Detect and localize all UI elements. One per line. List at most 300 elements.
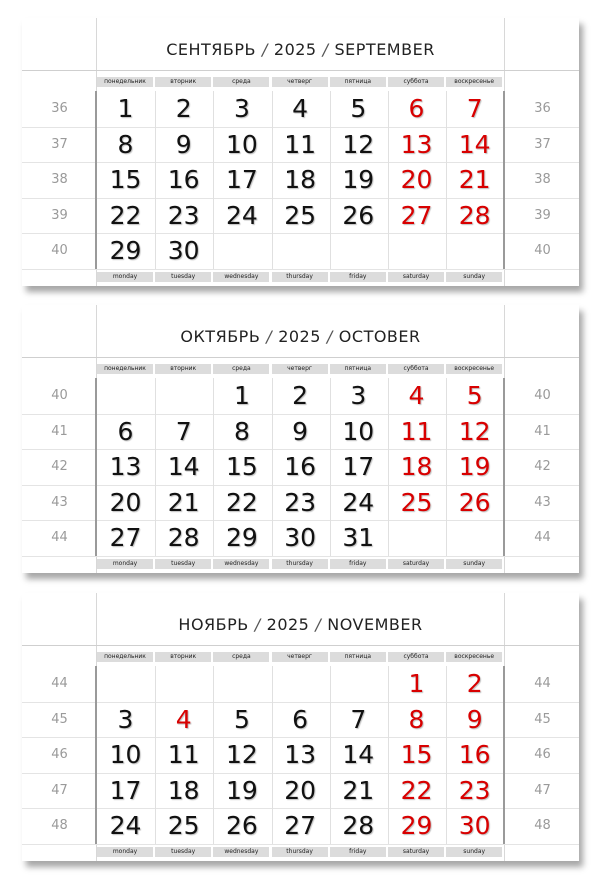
week-number-left: 36 [51,101,68,116]
weekday-label-ru: воскресенье [446,77,502,87]
weekday-label-en: tuesday [155,847,211,857]
month-name-ru: НОЯБРЬ [178,615,249,634]
day-cell: 17 [225,165,258,194]
weekday-label-ru: пятница [330,652,386,662]
cell-divider [446,378,447,414]
day-cell: 3 [233,94,250,123]
cell-divider [446,127,447,163]
week-number-right: 46 [534,747,551,762]
day-cell: 6 [408,94,425,123]
cell-divider [330,127,331,163]
day-cell: 2 [466,669,483,698]
day-cell: 16 [167,165,200,194]
day-cell: 28 [167,523,200,552]
day-cell: 7 [466,94,483,123]
day-cell: 2 [292,381,309,410]
title-divider [22,357,579,358]
cell-divider [272,702,273,738]
day-cell: 23 [458,775,491,805]
day-cell: 19 [458,452,491,481]
cell-divider [330,520,331,556]
week-number-left: 40 [51,243,68,258]
day-cell: 7 [175,416,192,446]
cell-divider [155,449,156,485]
week-number-left: 47 [51,782,68,798]
weekday-label-en: monday [97,272,153,282]
day-cell: 23 [167,200,200,230]
cell-divider [155,198,156,234]
cell-divider [388,773,389,809]
day-cell: 20 [109,487,142,517]
row-divider [22,162,579,163]
day-cell: 6 [117,416,134,446]
week-number-left: 40 [51,388,68,403]
day-cell: 12 [342,129,375,159]
cell-divider [213,378,214,414]
week-number-right: 43 [534,494,551,510]
cell-divider [213,773,214,809]
cell-divider [272,162,273,198]
day-cell: 3 [117,704,134,734]
row-divider [22,449,579,450]
cell-divider [213,127,214,163]
cell-divider [155,702,156,738]
row-divider [22,485,579,486]
cell-divider [446,449,447,485]
cell-divider [388,91,389,127]
cell-divider [272,808,273,844]
week-number-right: 39 [534,207,551,223]
cell-divider [330,162,331,198]
day-cell: 13 [400,129,433,159]
day-cell: 24 [342,487,375,517]
weekday-label-en: sunday [446,847,502,857]
cell-divider [213,162,214,198]
week-number-right: 44 [534,676,551,691]
month-name-en: OCTOBER [338,327,421,346]
weekday-label-ru: четверг [272,364,328,374]
grid-bottom [22,844,579,845]
day-cell: 15 [109,165,142,194]
cell-divider [213,702,214,738]
cell-divider [272,737,273,773]
week-number-right: 37 [534,136,551,152]
weekday-label-en: wednesday [213,272,269,282]
cell-divider [388,378,389,414]
weekday-footer-en [97,272,504,282]
week-number-left: 37 [51,136,68,152]
row-divider [22,127,579,128]
day-cell: 22 [225,487,258,517]
title-separator: / [326,327,333,346]
cell-divider [446,91,447,127]
day-cell: 10 [109,740,142,769]
cell-divider [272,520,273,556]
week-number-right: 47 [534,782,551,798]
day-cell: 22 [109,200,142,230]
cell-divider [388,737,389,773]
month-title [97,605,504,645]
row-divider [22,702,579,703]
cell-divider [213,233,214,269]
cell-divider [330,485,331,521]
cell-divider [155,773,156,809]
cell-divider [388,702,389,738]
weekday-label-en: sunday [446,272,502,282]
weekday-label-ru: воскресенье [446,652,502,662]
day-cell: 20 [284,775,316,805]
row-divider [22,773,579,774]
day-cell: 25 [400,487,433,517]
cell-divider [272,378,273,414]
cell-divider [446,666,447,702]
day-cell: 13 [109,452,142,481]
day-cell: 14 [458,129,491,159]
cell-divider [330,414,331,450]
cell-divider [272,233,273,269]
month-name-en: NOVEMBER [327,615,423,634]
grid-bottom [22,556,579,557]
cell-divider [155,91,156,127]
day-cell: 29 [225,523,258,552]
month-title [97,30,504,70]
cell-divider [388,449,389,485]
day-cell: 18 [167,775,200,805]
row-divider [22,808,579,809]
day-cell: 8 [408,704,425,734]
cell-divider [330,808,331,844]
cell-divider [155,127,156,163]
row-divider [22,198,579,199]
day-cell: 3 [350,381,367,410]
cell-divider [446,485,447,521]
weekday-label-ru: понедельник [97,652,153,662]
day-cell: 22 [400,775,433,805]
weekday-label-en: saturday [388,272,444,282]
week-number-left: 39 [51,207,68,223]
week-number-left: 38 [51,172,68,187]
day-cell: 1 [117,94,134,123]
day-cell: 9 [175,129,192,159]
day-cell: 11 [400,416,433,446]
day-cell: 14 [167,452,200,481]
cell-divider [330,378,331,414]
cell-divider [330,737,331,773]
day-cell: 21 [342,775,375,805]
cell-divider [272,91,273,127]
row-divider [22,233,579,234]
weekday-label-en: monday [97,559,153,569]
cell-divider [213,737,214,773]
cell-divider [388,198,389,234]
week-number-left: 44 [51,676,68,691]
weekday-label-en: tuesday [155,272,211,282]
weekday-label-ru: среда [213,77,269,87]
cell-divider [388,127,389,163]
week-number-left: 48 [51,818,68,833]
day-cell: 29 [109,236,142,265]
month-name-ru: СЕНТЯБРЬ [166,40,256,59]
day-cell: 26 [458,487,491,517]
day-cell: 30 [167,236,200,265]
cell-divider [272,666,273,702]
weekday-label-ru: понедельник [97,364,153,374]
cell-divider [272,449,273,485]
title-separator: / [322,40,329,59]
day-cell: 21 [167,487,200,517]
weekday-label-ru: пятница [330,364,386,374]
weekday-label-en: thursday [272,847,328,857]
cell-divider [155,737,156,773]
week-number-right: 48 [534,818,551,833]
day-cell: 15 [400,740,433,769]
week-number-right: 41 [534,423,551,439]
day-cell: 27 [109,523,142,552]
day-cell: 4 [408,381,425,410]
day-cell: 19 [342,165,375,194]
cell-divider [213,808,214,844]
day-cell: 5 [466,381,483,410]
cell-divider [446,520,447,556]
day-cell: 27 [284,811,316,840]
weekday-header-ru [97,364,504,374]
cell-divider [272,485,273,521]
month-title [97,317,504,357]
day-cell: 18 [400,452,433,481]
month-name-en: SEPTEMBER [334,40,435,59]
grid-edge-left [95,378,97,556]
cell-divider [213,666,214,702]
week-number-right: 45 [534,711,551,727]
grid-edge-right [503,91,505,269]
weekday-label-en: sunday [446,559,502,569]
weekday-footer-en [97,847,504,857]
cell-divider [446,198,447,234]
day-cell: 5 [233,704,250,734]
cell-divider [446,737,447,773]
cell-divider [330,91,331,127]
cell-divider [446,808,447,844]
day-cell: 13 [284,740,316,769]
week-number-right: 40 [534,388,551,403]
weekday-label-ru: воскресенье [446,364,502,374]
week-number-right: 40 [534,243,551,258]
day-cell: 25 [167,811,200,840]
grid-bottom [22,269,579,270]
cell-divider [272,127,273,163]
day-cell: 23 [284,487,316,517]
grid-edge-left [95,666,97,844]
title-divider [22,645,579,646]
day-cell: 20 [400,165,433,194]
weekday-header-ru [97,77,504,87]
cell-divider [155,378,156,414]
row-divider [22,520,579,521]
weekday-label-en: saturday [388,847,444,857]
cell-divider [213,414,214,450]
weekday-label-en: friday [330,559,386,569]
weekday-label-ru: вторник [155,364,211,374]
cell-divider [330,233,331,269]
month-block [22,593,579,861]
cell-divider [388,520,389,556]
day-cell: 10 [342,416,375,446]
day-cell: 1 [408,669,425,698]
week-number-left: 44 [51,530,68,545]
cell-divider [446,162,447,198]
cell-divider [388,808,389,844]
weekday-label-en: monday [97,847,153,857]
week-number-right: 44 [534,530,551,545]
cell-divider [272,414,273,450]
day-cell: 10 [225,129,258,159]
weekday-label-ru: среда [213,652,269,662]
day-cell: 12 [458,416,491,446]
weekday-label-en: wednesday [213,559,269,569]
cell-divider [388,414,389,450]
cell-divider [388,485,389,521]
day-cell: 16 [284,452,316,481]
week-number-left: 46 [51,747,68,762]
week-number-left: 41 [51,423,68,439]
day-cell: 14 [342,740,375,769]
cell-divider [155,414,156,450]
grid-edge-right [503,378,505,556]
weekday-label-ru: суббота [388,652,444,662]
weekday-label-ru: понедельник [97,77,153,87]
weekday-label-en: thursday [272,272,328,282]
cell-divider [446,702,447,738]
day-cell: 4 [175,704,192,734]
weekday-label-ru: вторник [155,77,211,87]
day-cell: 25 [284,200,316,230]
day-cell: 5 [350,94,367,123]
day-cell: 1 [233,381,250,410]
cell-divider [388,666,389,702]
day-cell: 24 [109,811,142,840]
week-number-right: 42 [534,459,551,474]
week-number-right: 36 [534,101,551,116]
week-number-left: 43 [51,494,68,510]
cell-divider [155,520,156,556]
weekday-label-en: wednesday [213,847,269,857]
day-cell: 21 [458,165,491,194]
week-number-left: 42 [51,459,68,474]
year: 2025 [273,40,317,59]
month-block [22,305,579,573]
cell-divider [446,773,447,809]
weekday-header-ru [97,652,504,662]
weekday-label-en: thursday [272,559,328,569]
title-separator: / [254,615,261,634]
cell-divider [155,162,156,198]
day-cell: 17 [342,452,375,481]
title-separator: / [262,40,268,59]
day-cell: 6 [292,704,309,734]
title-divider [22,70,579,71]
day-cell: 11 [284,129,316,159]
day-cell: 24 [225,200,258,230]
day-cell: 26 [225,811,258,840]
day-cell: 11 [167,740,200,769]
day-cell: 28 [342,811,375,840]
day-cell: 26 [342,200,375,230]
year: 2025 [278,327,321,346]
cell-divider [388,162,389,198]
cell-divider [213,91,214,127]
grid-edge-right [503,666,505,844]
weekday-label-ru: вторник [155,652,211,662]
day-cell: 12 [225,740,258,769]
cell-divider [213,520,214,556]
day-cell: 18 [284,165,316,194]
cell-divider [330,773,331,809]
day-cell: 16 [458,740,491,769]
row-divider [22,737,579,738]
week-number-left: 45 [51,711,68,727]
weekday-label-ru: среда [213,364,269,374]
day-cell: 15 [225,452,258,481]
day-cell: 30 [284,523,316,552]
day-cell: 28 [458,200,491,230]
weekday-label-en: saturday [388,559,444,569]
day-cell: 31 [342,523,375,552]
cell-divider [213,449,214,485]
cell-divider [155,808,156,844]
weekday-label-en: friday [330,272,386,282]
cell-divider [330,666,331,702]
day-cell: 9 [466,704,483,734]
cell-divider [388,233,389,269]
cell-divider [272,773,273,809]
cell-divider [155,485,156,521]
day-cell: 29 [400,811,433,840]
cell-divider [155,233,156,269]
weekday-label-en: friday [330,847,386,857]
month-block [22,18,579,286]
day-cell: 8 [117,129,134,159]
grid-edge-left [95,91,97,269]
cell-divider [330,198,331,234]
title-separator: / [266,327,273,346]
weekday-label-ru: четверг [272,652,328,662]
row-divider [22,414,579,415]
month-name-ru: ОКТЯБРЬ [180,327,261,346]
day-cell: 7 [350,704,367,734]
cell-divider [213,485,214,521]
cell-divider [272,198,273,234]
day-cell: 19 [225,775,258,805]
day-cell: 2 [175,94,192,123]
cell-divider [330,449,331,485]
day-cell: 9 [292,416,309,446]
cell-divider [155,666,156,702]
cell-divider [446,233,447,269]
weekday-footer-en [97,559,504,569]
day-cell: 4 [292,94,309,123]
weekday-label-en: tuesday [155,559,211,569]
week-number-right: 38 [534,172,551,187]
cell-divider [213,198,214,234]
year: 2025 [266,615,310,634]
title-separator: / [315,615,322,634]
day-cell: 17 [109,775,142,805]
weekday-label-ru: пятница [330,77,386,87]
day-cell: 30 [458,811,491,840]
cell-divider [330,702,331,738]
cell-divider [446,414,447,450]
weekday-label-ru: суббота [388,364,444,374]
